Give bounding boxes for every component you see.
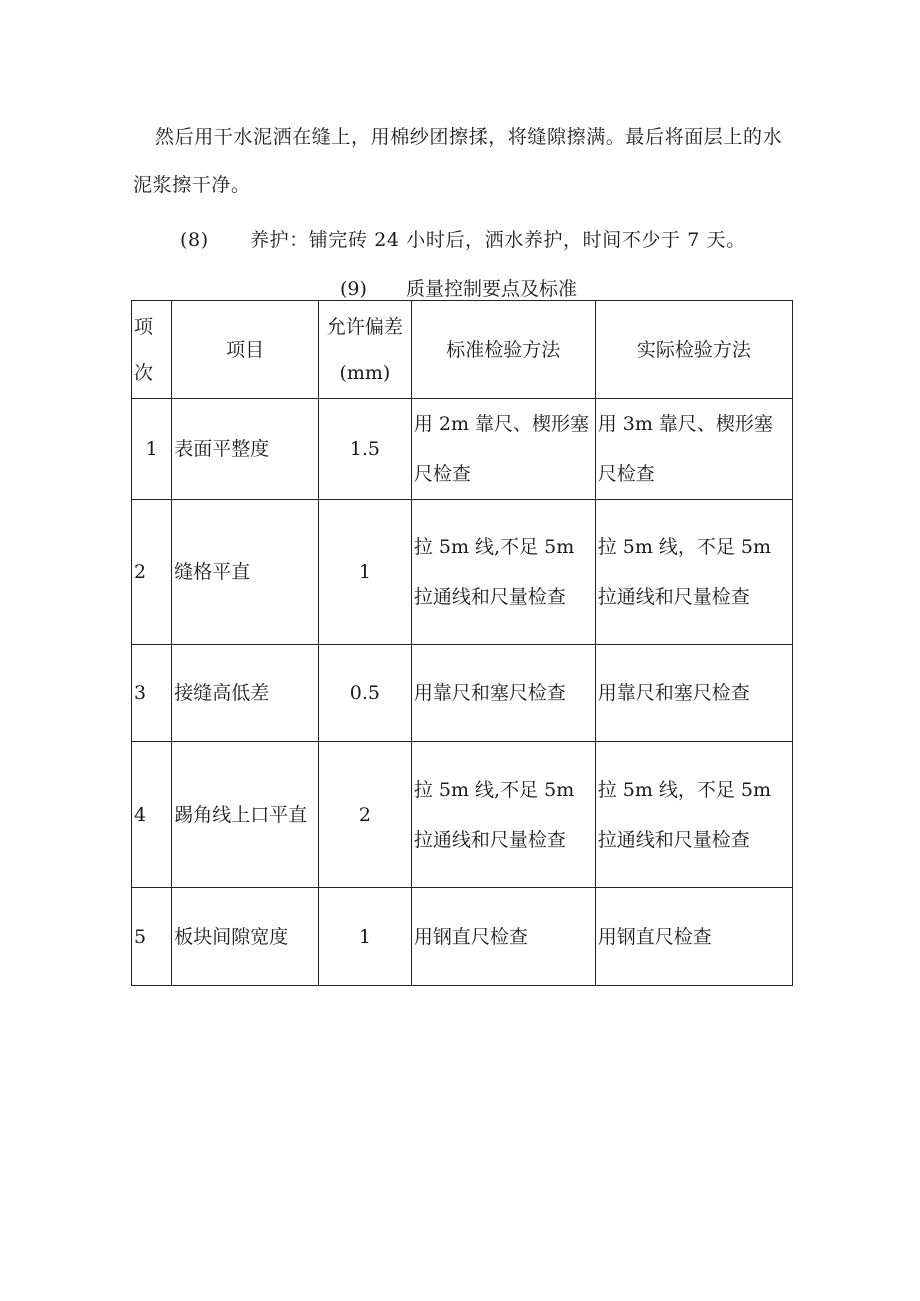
paragraph-curing — [155, 225, 746, 252]
row-tolerance: 1 — [318, 888, 411, 986]
table-row — [132, 500, 793, 645]
row-item: 缝格平直 — [172, 500, 319, 645]
header-cell-index: 项次 — [132, 301, 172, 399]
row-index: 3 — [132, 645, 172, 742]
header-cell-item: 项目 — [172, 301, 319, 399]
row-item: 踢角线上口平直 — [172, 742, 319, 888]
row-actual-method: 用钢直尺检查 — [595, 888, 792, 986]
table-row — [132, 645, 793, 742]
row-tolerance: 1 — [318, 500, 411, 645]
row-index: 1 — [132, 399, 172, 500]
row-tolerance: 2 — [318, 742, 411, 888]
header-cell-actual-method: 实际检验方法 — [595, 301, 792, 399]
row-index: 5 — [132, 888, 172, 986]
row-actual-method: 拉 5m 线，不足 5m 拉通线和尺量检查 — [595, 742, 792, 888]
table-header-row — [132, 301, 793, 399]
row-actual-method: 用靠尺和塞尺检查 — [595, 645, 792, 742]
table-row — [132, 742, 793, 888]
row-index: 4 — [132, 742, 172, 888]
row-standard-method: 拉 5m 线,不足 5m 拉通线和尺量检查 — [411, 742, 595, 888]
row-item: 表面平整度 — [172, 399, 319, 500]
item-number: (8) — [180, 229, 209, 251]
row-standard-method: 用钢直尺检查 — [411, 888, 595, 986]
row-actual-method: 拉 5m 线，不足 5m 拉通线和尺量检查 — [595, 500, 792, 645]
paragraph-line-2: 泥浆擦干净。 — [133, 174, 251, 196]
table-row — [132, 399, 793, 500]
caption-number: (9) — [340, 278, 367, 300]
row-item: 接缝高低差 — [172, 645, 319, 742]
row-index: 2 — [132, 500, 172, 645]
quality-control-table — [131, 300, 793, 986]
caption-text: 质量控制要点及标准 — [406, 278, 578, 300]
row-actual-method: 用 3m 靠尺、楔形塞尺检查 — [595, 399, 792, 500]
curing-text: 养护：铺完砖 24 小时后，洒水养护，时间不少于 7 天。 — [250, 229, 746, 251]
table-caption — [340, 274, 577, 301]
row-tolerance: 1.5 — [318, 399, 411, 500]
paragraph-line-1: 然后用干水泥洒在缝上，用棉纱团擦揉，将缝隙擦满。最后将面层上的水 — [155, 126, 783, 148]
row-standard-method: 用 2m 靠尺、楔形塞尺检查 — [411, 399, 595, 500]
header-cell-standard-method: 标准检验方法 — [411, 301, 595, 399]
row-standard-method: 拉 5m 线,不足 5m 拉通线和尺量检查 — [411, 500, 595, 645]
row-tolerance: 0.5 — [318, 645, 411, 742]
row-standard-method: 用靠尺和塞尺检查 — [411, 645, 595, 742]
table-row — [132, 888, 793, 986]
header-cell-tolerance: 允许偏差(mm) — [318, 301, 411, 399]
row-item: 板块间隙宽度 — [172, 888, 319, 986]
